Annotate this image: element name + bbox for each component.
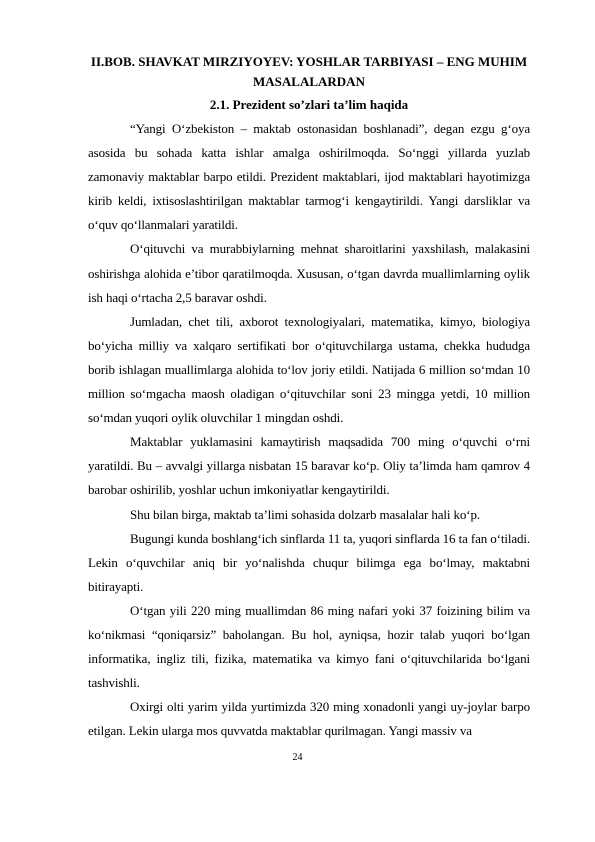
paragraph-8: Oxirgi olti yarim yilda yurtimizda 320 ming xonadonli yangi uy-joylar barpo etilgan. Lekin ularga mos quvvatda maktablar qurilmagan. Yangi massiv va — [88, 699, 530, 739]
document-page — [88, 52, 530, 743]
paragraph-1: “Yangi O‘zbekiston – maktab ostonasidan boshlanadi”, degan ezgu g‘oya asosida bu sohada katta ishlar amalga oshirilmoqda. So‘nggi yillarda yuzlab zamonaviy maktablar barpo etildi. Prezident maktablari, ijod maktablari hayotimizga kirib keldi, ixtisoslashtirilgan maktablar tarmog‘i kengaytirildi. Yangi darsliklar va o‘quv qo‘llanmalari yaratildi. — [88, 121, 530, 233]
paragraph-3: Jumladan, chet tili, axborot texnologiyalari, matematika, kimyo, biologiya bo‘yicha milliy va xalqaro sertifikati bor o‘qituvchilarga ustama, chekka hududga borib ishlagan muallimlarga alohida to‘lov joriy etildi. Natijada 6 million so‘mdan 10 million so‘mgacha maosh oladigan o‘qituvchilar soni 23 mingga yetdi, 10 million so‘mdan yuqori oylik oluvchilar 1 mingdan oshdi. — [88, 313, 530, 426]
section-title: 2.1. Prezident so’zlari ta’lim haqida — [209, 97, 409, 112]
chapter-title: II.BOB. SHAVKAT MIRZIYOYEV: YOSHLAR TARBIYASI – ENG MUHIM MASALALARDAN — [90, 54, 528, 89]
paragraph-7: O‘tgan yili 220 ming muallimdan 86 ming nafari yoki 37 foizining bilim va ko‘nikmasi “qoniqarsiz” baholangan. Bu hol, ayniqsa, hozir talab yuqori bo‘lgan informatika, ingliz tili, fizika, matematika va kimyo fani o‘qituvchilarida bo‘lgani tashvishli. — [88, 602, 530, 691]
paragraph-5: Shu bilan birga, maktab ta’limi sohasida dolzarb masalalar hali ko‘p. — [130, 506, 480, 522]
paragraph-2: O‘qituvchi va murabbiylarning mehnat sharoitlarini yaxshilash, malakasini oshirishga alohida e’tibor qaratilmoqda. Xususan, o‘tgan davrda muallimlarning oylik ish haqi o‘rtacha 2,5 baravar oshdi. — [88, 241, 530, 305]
paragraph-4: Maktablar yuklamasini kamaytirish maqsadida 700 ming o‘quvchi o‘rni yaratildi. Bu – avvalgi yillarga nisbatan 15 baravar ko‘p. Oliy ta’limda ham qamrov 4 barobar oshirilib, yoshlar uchun imkoniyatlar kengaytirildi. — [88, 434, 530, 498]
paragraph-6: Bugungi kunda boshlang‘ich sinflarda 11 ta, yuqori sinflarda 16 ta fan o‘tiladi. Lekin o‘quvchilar aniq bir yo‘nalishda chuqur bilimga ega bo‘lmay, maktabni bitirayapti. — [88, 530, 530, 594]
page-number: 24 — [292, 752, 303, 763]
